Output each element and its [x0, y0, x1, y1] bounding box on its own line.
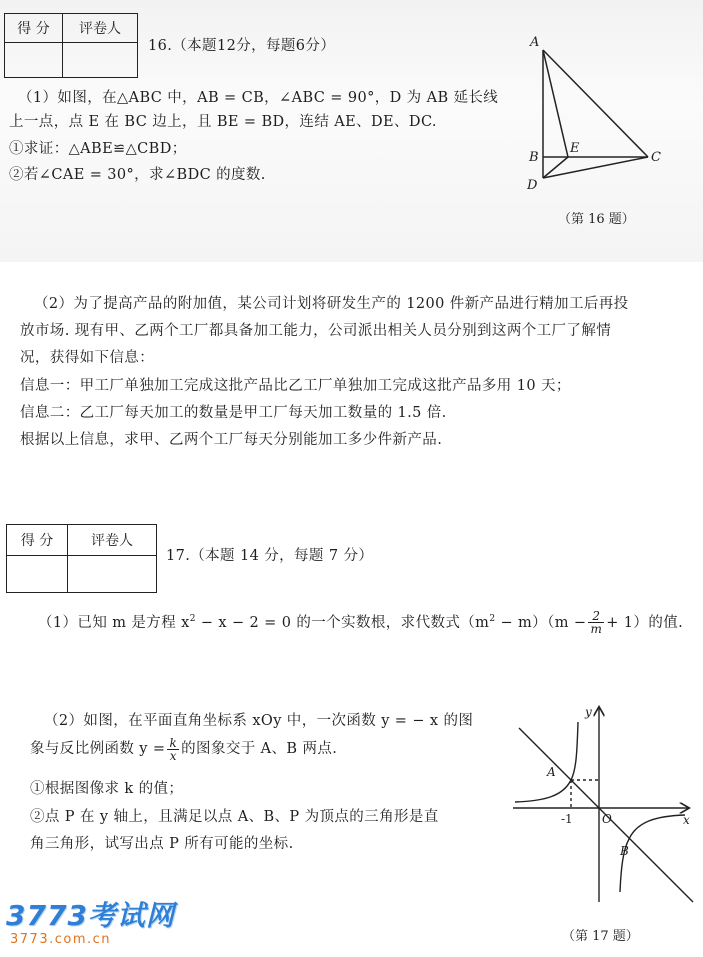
fig17-label-A: A — [547, 765, 556, 779]
fig16-line-AC — [543, 50, 648, 157]
q17-part2-line2 — [30, 736, 337, 762]
fig16-line-DC — [543, 157, 648, 178]
q16-part2-line1: （2）为了提高产品的附加值，某公司计划将研发生产的 1200 件新产品进行精加工后再投 — [34, 296, 629, 312]
grader-cell — [63, 43, 138, 78]
q17-part1-mid: − x − 2 = 0 的一个实数根，求代数式（m — [195, 614, 490, 631]
score-table-q16 — [4, 13, 138, 78]
fig17-label-B: B — [620, 844, 629, 858]
score-cell — [5, 43, 63, 78]
q16-part2-line2: 放市场. 现有甲、乙两个工厂都具备加工能力，公司派出相关人员分别到这两个工厂了解情 — [20, 323, 612, 339]
fig17-caption: （第 17 题） — [562, 929, 639, 944]
grader-header: 评卷人 — [63, 14, 138, 43]
fig16-line-AE — [543, 50, 568, 157]
fig17-label-neg1: -1 — [561, 812, 573, 826]
fig16-caption: （第 16 题） — [558, 212, 635, 227]
q17-part1-end: + 1）的值. — [606, 614, 684, 631]
q17-header: 17.（本题 14 分，每题 7 分） — [166, 548, 374, 564]
q17-part2-item1: ①根据图像求 k 的值； — [30, 781, 184, 797]
figure-16 — [520, 30, 700, 235]
fraction-denominator: m — [590, 622, 603, 637]
q17-part1-mid2: − m）（m − — [495, 614, 587, 631]
fig17-label-x: x — [683, 813, 690, 827]
fig16-label-C: C — [651, 150, 661, 165]
q16-part1-item1: ①求证：△ABE≌△CBD； — [9, 141, 187, 157]
q16-part2-line3: 况，获得如下信息： — [20, 350, 155, 366]
score-header: 得 分 — [5, 14, 63, 43]
q17-part1-sup2: 2 — [489, 614, 496, 624]
score-cell — [7, 556, 68, 593]
q17-part1 — [38, 606, 683, 636]
q16-part1-line2: 上一点，点 E 在 BC 边上，且 BE = BD，连结 AE、DE、DC. — [9, 114, 437, 130]
score-header: 得 分 — [7, 525, 68, 556]
q17-part2-line1: （2）如图，在平面直角坐标系 xOy 中，一次函数 y = − x 的图 — [44, 713, 474, 729]
q16-part2-ask: 根据以上信息，求甲、乙两个工厂每天分别能加工多少件新产品. — [20, 432, 443, 448]
q16-part2-info2: 信息二：乙工厂每天加工的数量是甲工厂每天加工数量的 1.5 倍. — [20, 405, 447, 421]
fig16-label-D: D — [527, 178, 538, 193]
fraction-numerator: k — [169, 735, 178, 750]
q17-part2-item2-line1: ②点 P 在 y 轴上，且满足以点 A、B、P 为顶点的三角形是直 — [30, 809, 439, 825]
fig16-label-B: B — [529, 150, 539, 165]
fig17-label-O: O — [602, 812, 612, 826]
grader-cell — [68, 556, 157, 593]
fig17-label-y: y — [585, 705, 592, 719]
score-table-q17 — [6, 524, 157, 593]
fig17-hyperbola-branch-4 — [620, 815, 685, 892]
q17-part2-fraction — [167, 737, 179, 762]
q17-part1-fraction — [588, 610, 604, 635]
q17-part2-line2-post: 的图象交于 A、B 两点. — [181, 741, 338, 757]
fraction-numerator: 2 — [588, 610, 604, 623]
q17-part2-item2-line2: 角三角形，试写出点 P 所有可能的坐标. — [30, 836, 294, 852]
q17-part1-pre: （1）已知 m 是方程 x — [38, 614, 190, 631]
grader-header: 评卷人 — [68, 525, 157, 556]
q17-part1-sup: 2 — [189, 614, 196, 624]
fig16-label-A: A — [530, 35, 540, 50]
fig16-label-E: E — [570, 141, 580, 156]
q16-part1-item2: ②若∠CAE = 30°，求∠BDC 的度数. — [9, 167, 266, 183]
q16-part1-line1: （1）如图，在△ABC 中，AB = CB，∠ABC = 90°，D 为 AB 延长线 — [18, 90, 499, 106]
q17-part2-line2-pre: 象与反比例函数 y = — [30, 741, 166, 757]
watermark-logo: 3773考试网 — [6, 899, 175, 932]
watermark-url: 3773.com.cn — [10, 932, 111, 947]
fraction-denominator: x — [169, 748, 177, 763]
q16-header: 16.（本题12分，每题6分） — [148, 38, 336, 54]
figure-17 — [505, 700, 700, 910]
q16-part2-info1: 信息一：甲工厂单独加工完成这批产品比乙工厂单独加工完成这批产品多用 10 天； — [20, 378, 571, 394]
